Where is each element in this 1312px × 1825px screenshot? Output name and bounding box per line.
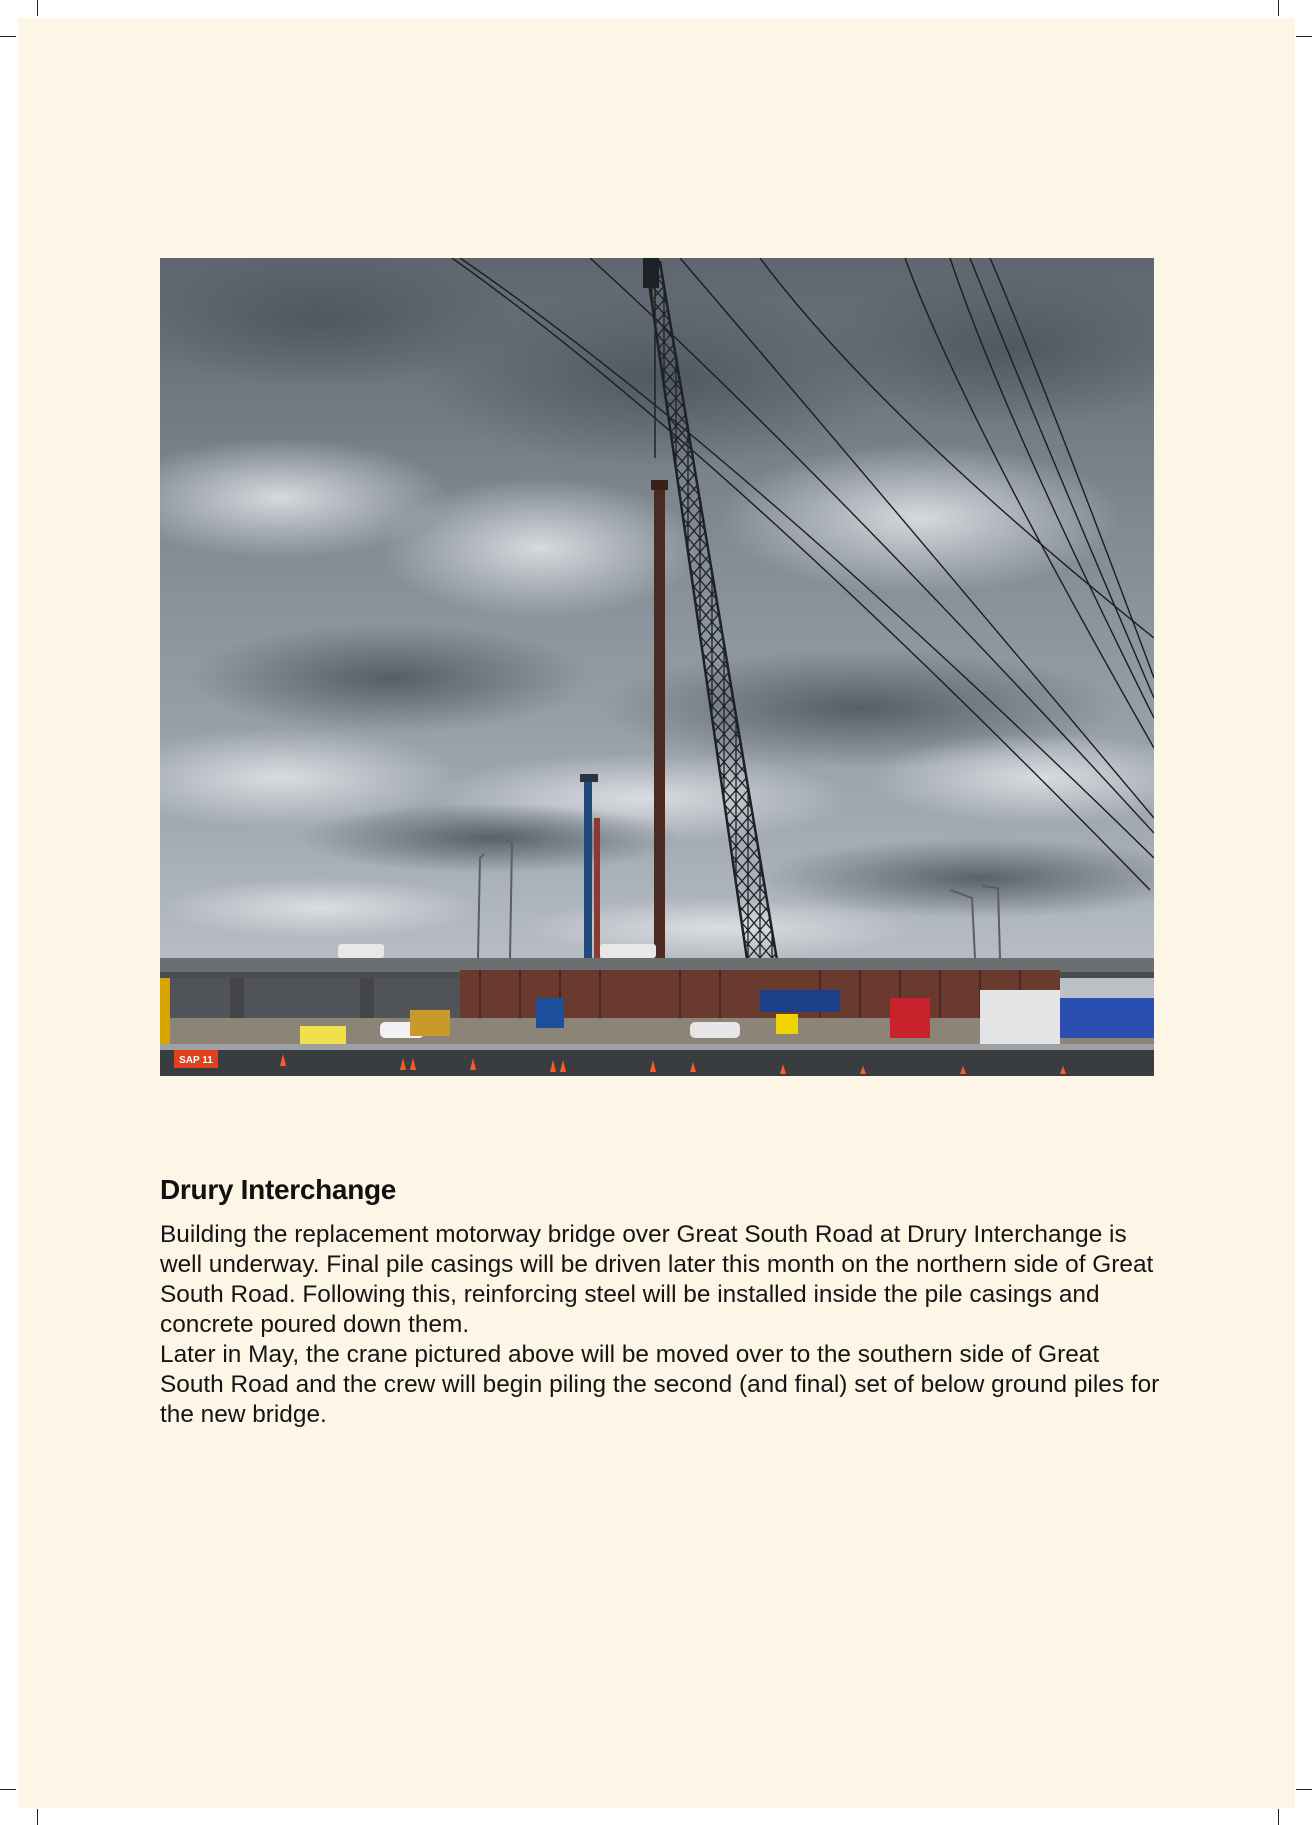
- body-paragraph: Later in May, the crane pictured above will be moved over to the southern side of Great South Road and the crew will begin piling the second (and final) set of below ground piles for the new bridge.: [160, 1341, 1160, 1428]
- body-paragraph: Building the replacement motorway bridge over Great South Road at Drury Interchange is well underway. Final pile casings will be driven later this month on the northern side of Great South Road. Following this, reinforcing steel will be installed inside the pile casings and concrete poured down them.: [160, 1221, 1154, 1338]
- crop-mark: [1296, 36, 1312, 37]
- crop-mark: [37, 1809, 38, 1825]
- pile-casing: [654, 484, 665, 1024]
- crop-mark: [1278, 0, 1279, 16]
- crop-mark: [1296, 1789, 1312, 1790]
- section-heading: Drury Interchange: [160, 1174, 397, 1205]
- crop-mark: [0, 1789, 16, 1790]
- road: [160, 1044, 1154, 1076]
- crop-mark: [0, 36, 16, 37]
- construction-photo: [160, 258, 1154, 1076]
- article-body: [160, 1220, 1160, 1430]
- sap-sign: SAP 11: [179, 1055, 213, 1066]
- crop-mark: [1278, 1809, 1279, 1825]
- crop-mark: [37, 0, 38, 16]
